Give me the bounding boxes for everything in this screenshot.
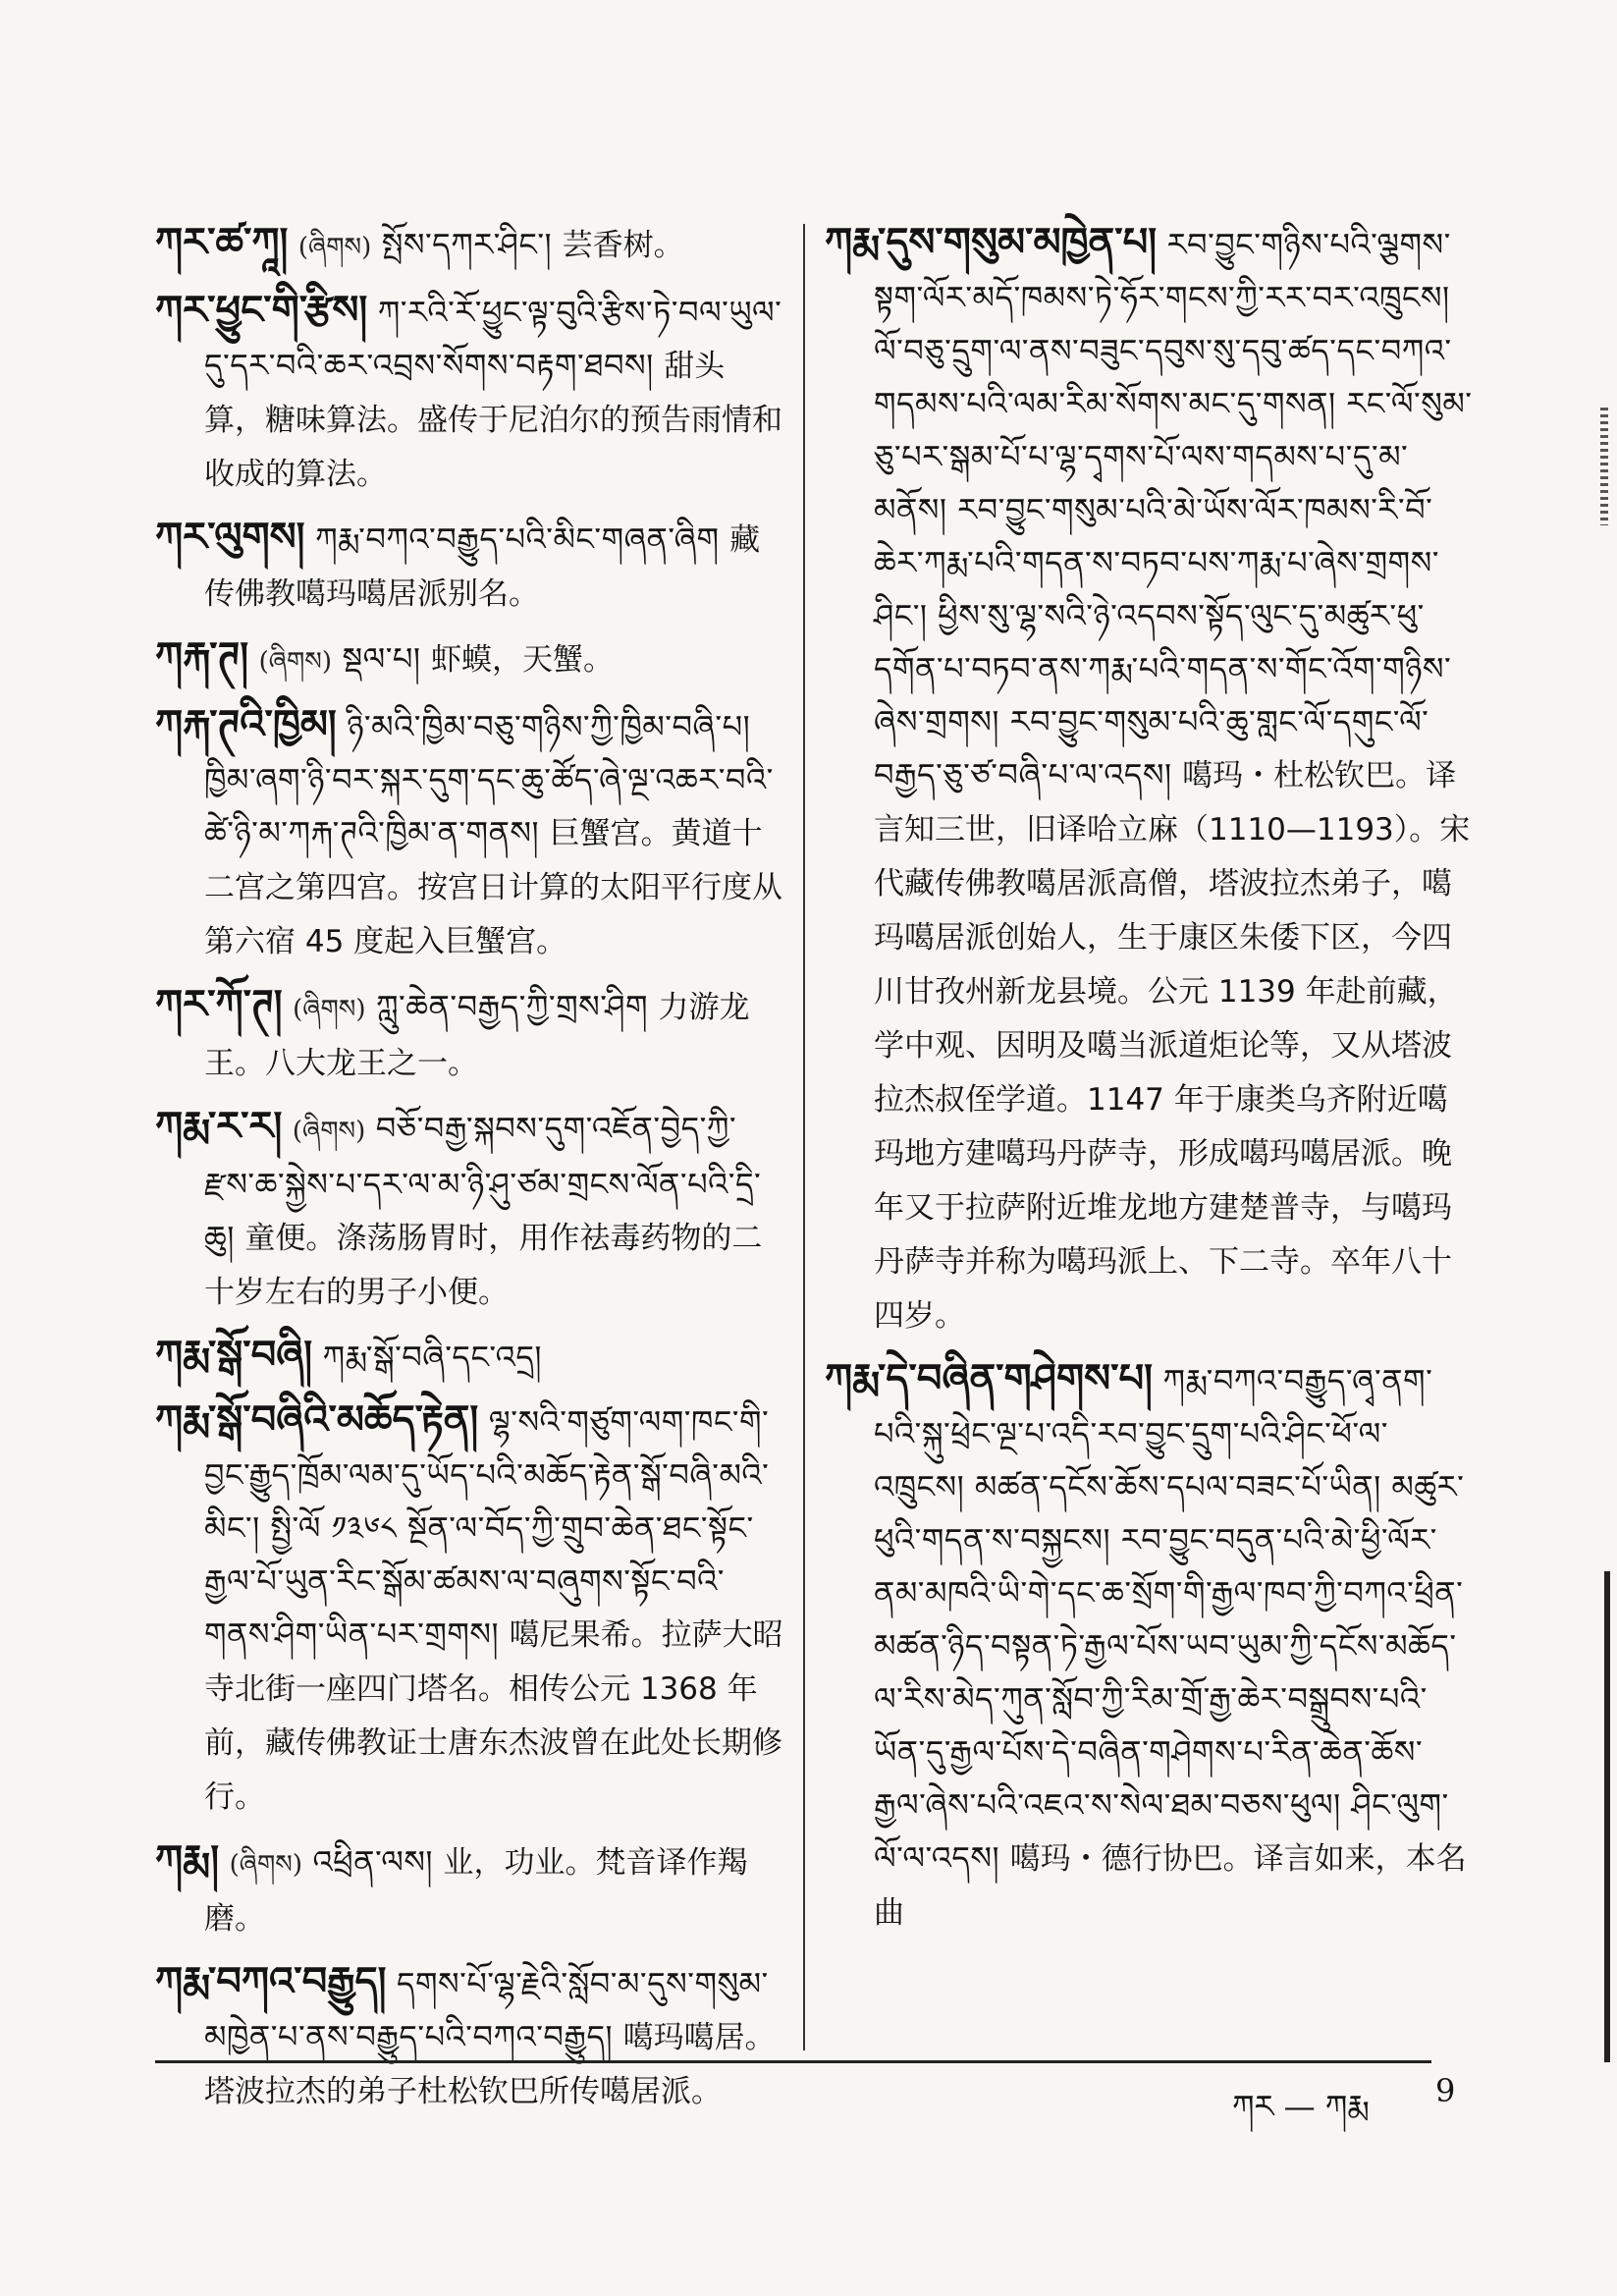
entry-chinese: 芸香树。 [562,228,684,263]
dictionary-entry [155,698,783,968]
dictionary-entry [825,1352,1473,1940]
entry-headword: ཀརྨ་སྒོ་བཞིའི་མཆོད་རྟེན། [155,1396,479,1443]
entry-tibetan: སྡལ་པ། [342,640,421,678]
entry-headword: ཀརྐ་ཊའི་ཁྱིམ། [155,701,337,747]
dictionary-entry [155,1100,783,1319]
entry-chinese: 噶玛・杜松钦巴。译言知三世，旧译哈立麻（1110—1193）。宋代藏传佛教噶居派高僧，塔波拉杰弟子，噶玛噶居派创始人，生于康区朱倭下区，今四川甘孜州新龙县境。公元 1139 年赴前藏，学中观、因明及噶当派道炬论等，又从塔波拉杰叔侄学道。1147 年于康类乌齐附近噶玛地方建噶玛丹萨寺，形成噶玛噶居派。晚年又于拉萨附近堆龙地方建楚普寺，与噶玛丹萨寺并称为噶玛派上、下二寺。卒年八十四岁。 [874,758,1471,1334]
dictionary-entry [155,1394,783,1824]
dictionary-entry [155,978,783,1090]
entry-headword: ཀརྨ་དུས་གསུམ་མཁྱེན་པ། [825,219,1158,265]
entry-tibetan: ཀརྨ་སྒོ་བཞི་དང་འདྲ། [322,1339,542,1376]
dictionary-entry [155,284,783,501]
entry-tag: (ཞིགས) [293,995,366,1024]
page-number: 9 [1435,2072,1456,2109]
entry-headword: ཀར་ཕྱུང་གི་རྩིས། [155,287,368,333]
entry-chinese: 虾蟆，天蟹。 [431,642,615,678]
entry-tibetan: དགས་པོ་ལྷ་རྗེའི་སློབ་མ་དུས་གསུམ་མཁྱེན་པ་ནས་བརྒྱུད་པའི་བཀའ་བརྒྱུད། [204,1965,769,2055]
entry-tibetan: འཕྲིན་ལས། [312,1843,434,1881]
footer-rule [155,2060,1431,2063]
dictionary-entry [155,511,783,621]
entry-chinese: 巨蟹宫。黄道十二宫之第四宫。按宫日计算的太阳平行度从第六宿 45 度起入巨蟹宫。 [204,816,782,959]
entry-tibetan: བཅོ་བརྒྱ་སྐབས་དུག་འཇོན་བྱེད་ཀྱི་རྫས་ཆ་སྐྱེས་པ་དར་ལ་མ་ཉི་ཤུ་ཙམ་གྲངས་ལོན་པའི་དྲི་ཆུ། [204,1110,762,1256]
entry-headword: ཀར་ལུགས། [155,514,305,560]
column-divider [803,224,805,2050]
entry-headword: ཀར་ཚ་ཀཱ། [155,219,289,265]
entry-tag: (ཞིགས) [258,647,332,677]
entry-tag: (ཞིགས) [229,1850,302,1880]
entry-tibetan: ཀརྨ་བཀའ་བརྒྱུད་པའི་མིང་གཞན་ཞིག [315,520,720,558]
right-column [825,216,1473,1949]
dictionary-entry [155,1329,783,1384]
entry-headword: ཀརྨ། [155,1836,220,1883]
entry-headword: ཀརྨ་སྒོ་བཞི། [155,1332,313,1378]
entry-tag: (ཞིགས) [292,1117,366,1146]
entry-chinese: 噶玛噶居。塔波拉杰的弟子杜松钦巴所传噶居派。 [204,2020,776,2109]
dictionary-entry [155,216,783,274]
entry-headword: ཀརྨ་དེ་བཞིན་གཤེགས་པ། [825,1355,1154,1401]
entry-tibetan: ཀ་རའི་རོ་ཕྱུང་ལྟ་བུའི་རྩིས་ཏེ་བལ་ཡུལ་དུ་དར་བའི་ཆར་འབྲས་སོགས་བརྟག་ཐབས། [204,294,782,384]
entry-chinese: 噶玛・德行协巴。译言如来，本名曲 [874,1841,1467,1931]
dictionary-entry [155,630,783,688]
entry-headword: ཀར་ཀོ་ཊ། [155,981,283,1027]
entry-chinese: 力游龙王。八大龙王之一。 [204,990,750,1081]
running-head: ཀར — ཀརྨ [1232,2088,1370,2125]
entry-headword: ཀརྨ་བཀའ་བརྒྱུད། [155,1958,387,2004]
entry-tibetan: ཀརྨ་བཀའ་བརྒྱུད་ཞྭ་ནག་པའི་སྐུ་ཕྲེང་ལྔ་པ་འདི་རབ་བྱུང་དྲུག་པའི་ཤིང་ཕོ་ལ་འཁྲུངས། མཚན་དངོས་ཆོས་དཔལ་བཟང་པོ་ཡིན། མཚུར་ཕུའི་གདན་ས་བསྐྱངས། རབ་བྱུང་བདུན་པའི་མེ་ཕྱི་ལོར་ནམ་མཁའི་ཡི་གེ་དང་ཆ་སྲོག་གི་རྒྱལ་ཁབ་ཀྱི་བཀའ་ཕྲིན་མཚན་ཉིད་བསྟན་ཏེ་རྒྱལ་པོས་ཡབ་ཡུམ་ཀྱི་དངོས་མཆོད་ལ་རིས་མེད་ཀུན་སློབ་ཀྱི་རིམ་གྲོ་རྒྱ་ཆེར་བསྒྲུབས་པའི་ཡོན་དུ་རྒྱལ་པོས་དེ་བཞིན་གཤེགས་པ་རིན་ཆེན་ཆོས་རྒྱལ་ཞེས་པའི་འཇའ་ས་སེལ་ཐམ་བཅས་ཕུལ། ཤིང་ལུག་ལོ་ལ་འདས། [874,1362,1465,1877]
entry-tag: (ཞིགས) [297,233,372,262]
entry-tibetan: སྤོས་དཀར་ཤིང་། [381,226,553,263]
scan-edge-mark [1600,408,1608,525]
entry-headword: ཀརྐ་ཊ། [155,633,249,680]
entry-chinese: 童便。涤荡肠胃时，用作祛毒药物的二十岁左右的男子小便。 [204,1221,763,1310]
entry-chinese: 业，功业。梵音译作羯磨。 [204,1845,748,1937]
dictionary-entry [825,216,1473,1342]
entry-chinese: 噶尼果希。拉萨大昭寺北街一座四门塔名。相传公元 1368 年前，藏传佛教证士唐东杰波曾在此处长期修行。 [204,1617,783,1815]
entry-headword: ཀརྨ་ར་ར། [155,1103,283,1149]
entry-chinese: 藏传佛教噶玛噶居派别名。 [204,522,761,612]
left-column [155,216,783,2128]
entry-tibetan: ལྷ་སའི་གཙུག་ལག་ཁང་གི་བྱང་རྒྱུད་ཁྲོམ་ལམ་དུ་ཡོད་པའི་མཆོད་རྟེན་སྒོ་བཞི་མའི་མིང་། སྤྱི་ལོ ༡༣༦༨ སྔོན་ལ་བོད་ཀྱི་གྲུབ་ཆེན་ཐང་སྟོང་རྒྱལ་པོ་ཡུན་རིང་སྒོམ་ཚམས་ལ་བཞུགས་སྟོང་བའི་གནས་ཤིག་ཡིན་པར་གྲགས། [204,1403,770,1653]
entry-tibetan: ཉི་མའི་ཁྱིམ་བཅུ་གཉིས་ཀྱི་ཁྱིམ་བཞི་པ། ཁྱིམ་ཞག་ཉི་བར་སྐར་དུག་དང་ཆུ་ཚོད་ཞེ་ལྔ་འཆར་བའི་ཚེ་ཉི་མ་ཀརྐ་ཊའི་ཁྱིམ་ན་གནས། [204,708,774,851]
dictionary-entry [155,1833,783,1945]
entry-tibetan: རབ་བྱུང་གཉིས་པའི་ལྕགས་སྟག་ལོར་མདོ་ཁམས་ཏེ་ཧོར་གངས་ཀྱི་རར་བར་འཁྲུངས། ལོ་བཅུ་དྲུག་ལ་ནས་བཟུང་དབུས་སུ་དབུ་ཚད་དང་བཀའ་གདམས་པའི་ལམ་རིམ་སོགས་མང་དུ་གསན། རང་ལོ་སུམ་ཅུ་པར་སྒམ་པོ་པ་ལྷ་དྭགས་པོ་ལས་གདམས་པ་དུ་མ་མནོས། རབ་བྱུང་གསུམ་པའི་མེ་ཡོས་ལོར་ཁམས་རི་བོ་ཆེར་ཀརྨ་པའི་གདན་ས་བཏབ་པས་ཀརྨ་པ་ཞེས་གྲགས་ཤིང་། ཕྱིས་སུ་ལྷ་སའི་ཉེ་འདབས་སྟོད་ལུང་དུ་མཚུར་ཕུ་དགོན་པ་བཏབ་ནས་ཀརྨ་པའི་གདན་ས་གོང་འོག་གཉིས་ཞེས་གྲགས། རབ་བྱུང་གསུམ་པའི་ཆུ་གླང་ལོ་དགུང་ལོ་བརྒྱད་ཅུ་ཙ་བཞི་པ་ལ་འདས། [874,226,1473,793]
dictionary-entry [155,1955,783,2118]
entry-chinese: 甜头算，糖味算法。盛传于尼泊尔的预告雨情和收成的算法。 [204,349,782,492]
scan-edge-mark [1604,1571,1610,2062]
entry-tibetan: ཀླུ་ཆེན་བརྒྱད་ཀྱི་གྲས་ཤིག [375,988,648,1025]
